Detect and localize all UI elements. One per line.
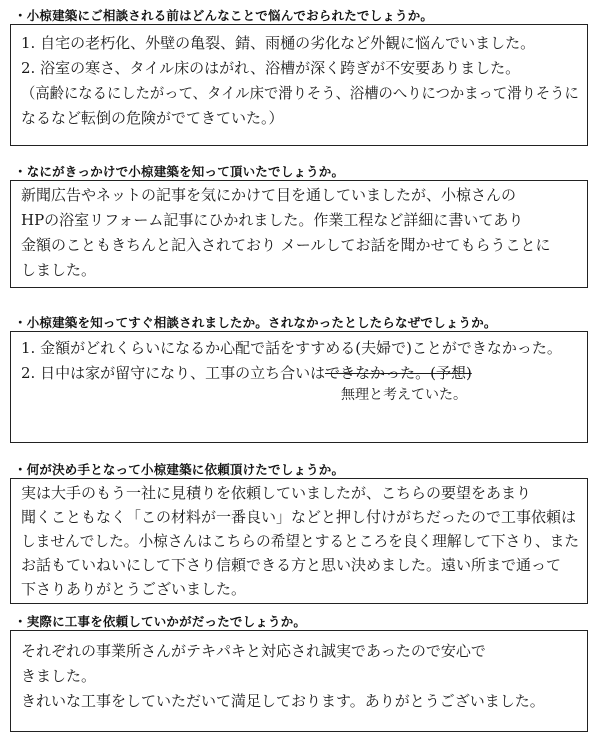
answer-line: しました。 [21, 261, 97, 279]
answer-line: 金額のこともきちんと記入されており メールしてお話を聞かせてもらうことに [21, 236, 551, 254]
answer-line-text: 2. 日中は家が留守になり、工事の立ち合いは [21, 364, 326, 382]
answer-line: なるなど転倒の危険がでてきていた。） [21, 109, 284, 127]
question-4: ・何が決め手となって小椋建築に依頼頂けたでしょうか。 [14, 462, 345, 477]
answer-line: 1. 自宅の老朽化、外壁の亀裂、錆、雨樋の劣化など外観に悩んでいました。 [21, 34, 536, 52]
answer-text-2 [21, 183, 581, 283]
answer-box-2 [10, 180, 588, 288]
answer-line: それぞれの事業所さんがテキパキと対応され誠実であったので安心で [21, 642, 486, 660]
answer-line: きました。 [21, 667, 97, 685]
answer-box-3 [10, 331, 588, 443]
answer-box-4 [10, 478, 588, 604]
struck-text: できなかった。(予想) [325, 364, 472, 382]
answer-line: HPの浴室リフォーム記事にひかれました。作業工程など詳細に書いてあり [21, 211, 524, 229]
question-5: ・実際に工事を依頼していかがだったでしょうか。 [14, 614, 307, 629]
answer-text-3 [21, 336, 581, 386]
answer-line: 下さりありがとうございました。 [21, 580, 247, 598]
answer-box-1 [10, 24, 588, 146]
answer-line: （高齢になるにしたがって、タイル床で滑りそう、浴槽のへりにつかまって滑りそうに [21, 84, 579, 102]
answer-line: しませんでした。小椋さんはこちらの希望とするところを良く理解して下さり、また [21, 532, 580, 550]
answer-line: 新聞広告やネットの記事を気にかけて目を通していましたが、小椋さんの [21, 186, 517, 204]
question-3: ・小椋建築を知ってすぐ相談されましたか。されなかったとしたらなぜでしょうか。 [14, 315, 497, 330]
answer-line [21, 361, 581, 386]
answer-text-1 [21, 31, 581, 131]
answer-line: 2. 浴室の寒さ、タイル床のはがれ、浴槽が深く跨ぎが不安要ありました。 [21, 59, 521, 77]
question-1: ・小椋建築にご相談される前はどんなことで悩んでおられたでしょうか。 [14, 8, 434, 23]
answer-box-5 [10, 630, 588, 732]
answer-line: お話もていねいにして下さり信頼できる方と思い決めました。遠い所まで通って [21, 556, 562, 574]
question-2: ・なにがきっかけで小椋建築を知って頂いたでしょうか。 [14, 164, 345, 179]
answer-line: きれいな工事をしていただいて満足しております。ありがとうございました。 [21, 692, 545, 710]
answer-text-4 [21, 481, 581, 601]
answer-line: 聞くこともなく「この材料が一番良い」などと押し付けがちだったので工事依頼は [21, 508, 577, 526]
handwritten-correction: 無理と考えていた。 [341, 387, 467, 403]
answer-line: 1. 金額がどれくらいになるか心配で話をすすめる(夫婦で)ことができなかった。 [21, 339, 562, 357]
answer-text-5 [21, 639, 581, 714]
answer-line: 実は大手のもう一社に見積りを依頼していましたが、こちらの要望をあまり [21, 484, 532, 502]
